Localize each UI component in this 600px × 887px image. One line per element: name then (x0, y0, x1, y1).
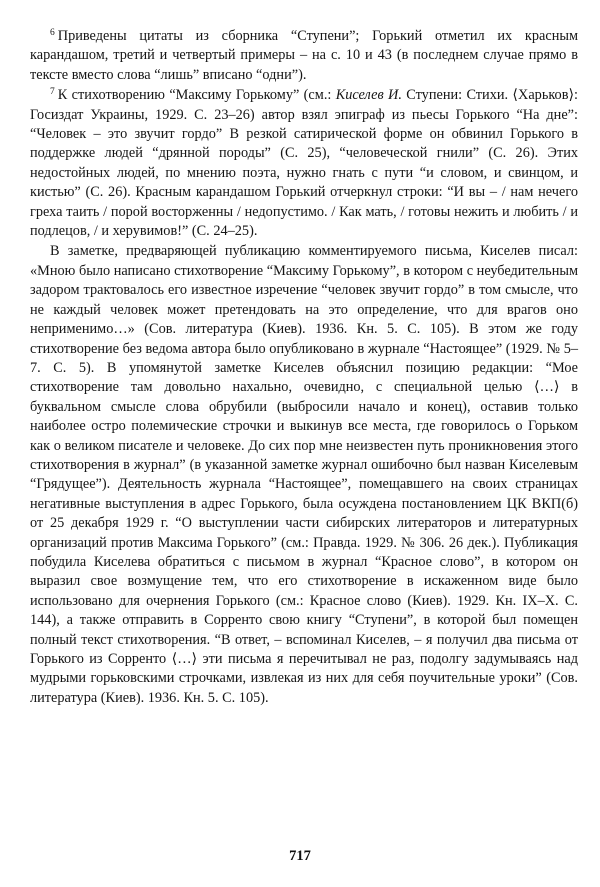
body-paragraph: В заметке, предваряющей публикацию комментируемого письма, Киселев писал: «Мною было написано стихотворение “Максиму Горькому”, в котором с неубедительным задором трактовалось его известное изречение “человек звучит гордо” в том смысле, что не каждый человек может претендовать на это определение, что для врагов оно неприменимо…» (Сов. литература (Киев). 1936. Кн. 5. С. 105). В этом же году стихотворение без ведома автора было опубликовано в журнале “Настоящее” (1929. № 5–7. С. 5). В упомянутой заметке Киселев объяснил позицию редакции: “Мое стихотворение там довольно нахально, очевидно, с специальной целью ⟨…⟩ в буквальном смысле слова обрубили (выбросили начало и конец), оставив только наиболее остро полемические строчки и выкинув все места, где говорилось о Горьком как о великом писателе и человеке. До сих пор мне неизвестен путь проникновения этого стихотворения в журнал” (в указанной заметке журнал ошибочно был назван Киселевым “Грядущее”). Деятельность журнала “Настоящее”, помещавшего на своих страницах негативные выступления в адрес Горького, была осуждена постановлением ЦК ВКП(б) от 25 декабря 1929 г. “О выступлении части сибирских литераторов и литературных организаций против Максима Горького” (см.: Правда. 1929. № 306. 26 дек.). Публикация побудила Киселева обратиться с письмом в журнал “Красное слово”, в котором он выразил свое возмущение тем, что его стихотворение в искаженном виде было использовано для очернения Горького (см.: Красное слово (Киев). 1929. Кн. IX–X. С. 144), а также отправить в Сорренто свою книгу “Ступени”, в которой был помещен полный текст стихотворения. “В ответ, – вспоминал Киселев, – я получил два письма от Горького из Сорренто ⟨…⟩ эти письма я перечитывал не раз, подолгу задумываясь над мудрыми горьковскими строчками, извлекая из них для себя поучительные уроки” (Сов. литература (Киев). 1936. Кн. 5. С. 105). (30, 243, 578, 706)
page-content (30, 27, 578, 709)
footnote-6-text: Приведены цитаты из сборника “Ступени”; Горький отметил их красным карандашом, третий и четвертый примеры – на с. 10 и 43 (в последнем случае прямо в тексте вместо слова “лишь” вписано “одни”). (30, 28, 578, 83)
footnote-7 (30, 86, 578, 241)
footnote-7-text-start: К стихотворению “Максиму Горькому” (см.: (57, 87, 336, 104)
footnote-6 (30, 27, 578, 85)
footnote-7-author: Киселев И. (335, 87, 402, 104)
footnote-7-number: 7 (50, 87, 55, 98)
page-number: 717 (289, 848, 311, 864)
footnote-6-number: 6 (50, 28, 55, 38)
footnote-7-text-rest: Ступени: Стихи. ⟨Харьков⟩: Госиздат Украины, 1929. С. 23–26) автор взял эпиграф из пьесы Горького “На дне”: “Человек – это звучит гордо” В резкой сатирической форме он обвинил Горького в поддержке людей “дрянной породы” (С. 25), “человеческой гнили” (С. 26). Этих недостойных людей, по мнению поэта, нужно гнать с пути “и словом, и свинцом, и кистью” (С. 26). Красным карандашом Горький отчеркнул строки: “И вы – / нам нечего греха таить / порой восторженны / недопустимо. / Как мать, / готовы нежить и любить / и подлецов, / и херувимов!” (С. 24–25). (30, 87, 579, 240)
